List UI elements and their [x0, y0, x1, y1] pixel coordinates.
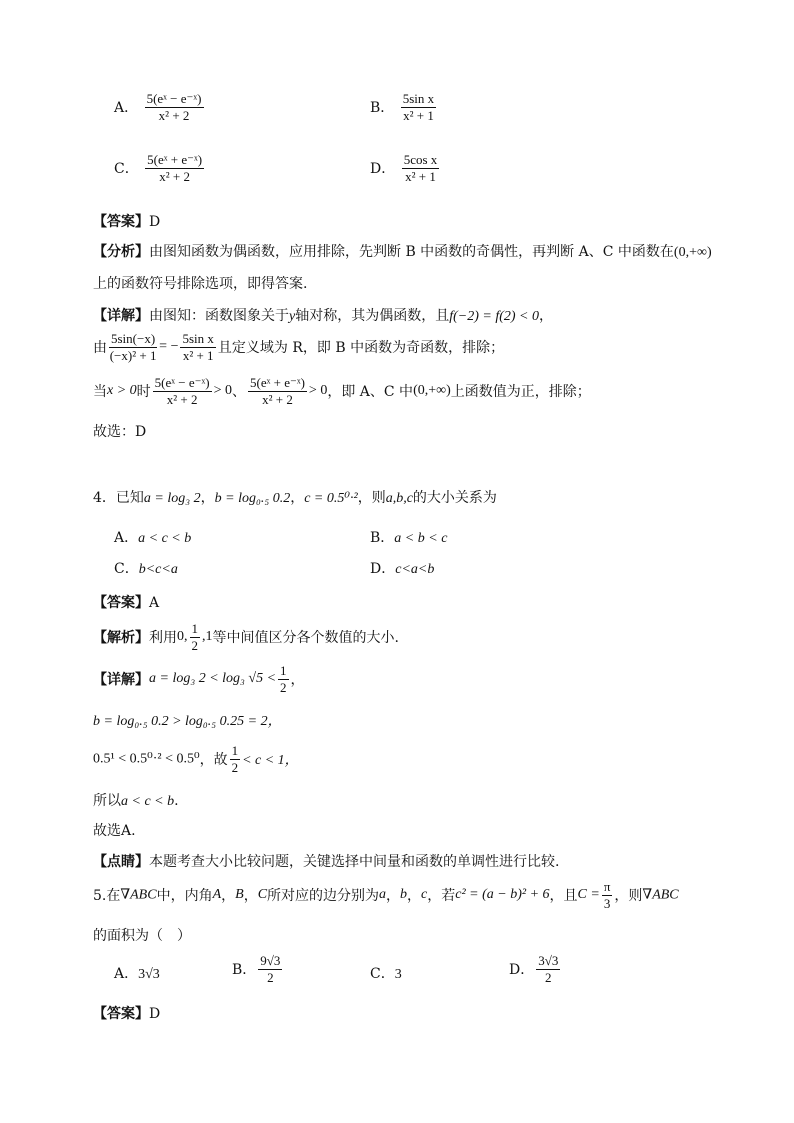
numerator: 5sin x: [182, 331, 214, 346]
punct: ，: [243, 888, 258, 905]
option-text: c<a<b: [395, 562, 435, 577]
q4-conclusion: [93, 820, 136, 840]
numerator: 5cos x: [403, 152, 438, 167]
option-label: A．: [114, 100, 139, 117]
question-number: 5.在: [93, 888, 121, 905]
numerator: 5(eˣ + e⁻ˣ): [250, 375, 305, 390]
option-label: B．: [232, 962, 257, 979]
fraction: [258, 954, 282, 984]
denominator: 3: [603, 895, 611, 911]
q5-stem-line-1: [93, 880, 679, 910]
fraction: [278, 664, 289, 694]
stem-text: 中，内角: [156, 888, 213, 905]
option-text: a < c < b: [138, 531, 192, 546]
math: b = log₀.₅ 0.2 > log₀.₅ 0.25 = 2，: [93, 714, 282, 729]
fraction: [401, 92, 436, 122]
detail-text: 、: [232, 384, 246, 401]
math: ∇ABC: [642, 887, 679, 903]
math: c: [421, 887, 428, 903]
q3-option-c: [114, 153, 206, 183]
comment-text: 本题考查大小比较问题，关键选择中间量和函数的单调性进行比较.: [149, 854, 560, 870]
q4-option-d: [370, 558, 434, 578]
detail-text: 时: [136, 384, 151, 401]
q4-answer: [93, 592, 159, 612]
answer-value: A: [149, 595, 160, 611]
math: ,1: [202, 629, 213, 645]
q4-option-c: [114, 558, 178, 578]
math: C =: [577, 887, 600, 903]
answer-tag: 【答案】: [93, 214, 149, 230]
detail-text: ，故: [199, 752, 228, 769]
math: B: [235, 887, 244, 903]
fraction: [402, 153, 440, 183]
numerator: 1: [280, 663, 287, 678]
q3-detail-line-1: [93, 305, 553, 325]
punct: ，: [221, 888, 236, 905]
math: a = log₃ 2: [143, 491, 201, 506]
math: A: [212, 887, 222, 903]
math: 0,: [177, 629, 188, 645]
fraction: [190, 622, 201, 652]
stem-text: ，且: [549, 888, 578, 905]
fraction: [153, 376, 212, 406]
fraction: [145, 153, 204, 183]
q4-comment: [93, 851, 559, 871]
denominator: (−x)² + 1: [109, 347, 157, 363]
denominator: x² + 1: [403, 107, 434, 123]
detail-tag: 【详解】: [93, 672, 149, 689]
denominator: 2: [280, 679, 287, 695]
question-number: 4．已知: [93, 490, 144, 506]
math: x > 0: [107, 383, 137, 399]
math: > 0: [308, 383, 328, 399]
answer-tag: 【答案】: [93, 595, 149, 611]
punct: ，: [290, 490, 305, 506]
option-label: D．: [370, 561, 396, 577]
q3-analysis-line-2: [93, 273, 307, 293]
fraction: [109, 332, 157, 362]
q3-detail-line-2: [93, 332, 504, 362]
detail-tag: 【详解】: [93, 308, 149, 324]
answer-value: D: [149, 1006, 161, 1022]
fraction: [248, 376, 307, 406]
interval: (0,+∞): [673, 245, 712, 260]
numerator: 5(eˣ + e⁻ˣ): [147, 152, 203, 167]
option-text: 3√3: [138, 967, 160, 982]
q3-conclusion: [93, 421, 146, 441]
q3-analysis-line-1: [93, 241, 712, 261]
q5-option-b: [232, 954, 284, 984]
fraction: [230, 744, 241, 774]
denominator: x² + 2: [159, 168, 190, 184]
numerator: 5(eˣ − e⁻ˣ): [154, 375, 210, 390]
answer-value: D: [149, 214, 161, 230]
numerator: π: [603, 879, 611, 894]
option-label: C．: [114, 561, 139, 577]
option-label: A．: [114, 966, 139, 982]
option-text: b<c<a: [138, 562, 178, 577]
numerator: 1: [231, 743, 239, 758]
detail-text: 所以: [93, 793, 121, 809]
numerator: 5(eˣ − e⁻ˣ): [146, 91, 202, 106]
math: y: [289, 309, 296, 324]
q5-option-c: [370, 963, 402, 983]
q5-answer: [93, 1003, 160, 1023]
analysis-tag: 【分析】: [93, 244, 149, 260]
numerator: 5sin x: [402, 91, 435, 106]
q3-option-b: [370, 92, 438, 122]
detail-text: 且定义域为 R，即 B 中函数为奇函数，排除；: [217, 340, 505, 357]
math: f(−2) = f(2) < 0: [449, 309, 539, 324]
option-label: C．: [370, 966, 395, 982]
math: a < c < b: [121, 794, 175, 809]
stem-text: 的大小关系为: [412, 490, 497, 506]
denominator: x² + 2: [166, 391, 198, 407]
fraction: [145, 92, 204, 122]
punct: ，: [407, 888, 422, 905]
q4-detail-line-2: [93, 710, 282, 730]
q5-option-d: [509, 954, 562, 984]
q4-stem: [93, 487, 497, 507]
analysis-text: 利用: [149, 630, 177, 647]
analysis-tag: 【解析】: [93, 630, 149, 647]
q3-option-d: [370, 153, 441, 183]
option-label: D．: [509, 962, 535, 979]
denominator: x² + 1: [182, 347, 214, 363]
option-label: B．: [370, 530, 395, 546]
math: a,b,c: [385, 491, 413, 506]
option-label: A．: [114, 530, 139, 546]
denominator: x² + 2: [262, 391, 293, 407]
q5-stem-line-2: [93, 925, 191, 945]
math: c² = (a − b)² + 6: [455, 887, 550, 903]
math: a = log₃ 2 < log₃ √5 <: [149, 671, 277, 687]
math: b = log₀.₅ 0.2: [214, 491, 291, 506]
analysis-text: 上的函数符号排除选项，即得答案.: [93, 276, 308, 292]
conclusion-text: 故选A.: [93, 823, 136, 839]
interval: (0,+∞): [413, 383, 451, 399]
q4-detail-line-4: [93, 790, 179, 810]
q3-answer: [93, 211, 160, 231]
detail-text: 上函数值为正，排除；: [450, 384, 591, 401]
math: ∇ABC: [120, 887, 157, 903]
fraction: [602, 880, 613, 910]
analysis-text: 由图知函数为偶函数，应用排除，先判断 B 中函数的奇偶性，再判断 A、C 中函数在: [149, 244, 674, 260]
denominator: 2: [545, 969, 552, 985]
analysis-text: 等中间值区分各个数值的大小.: [212, 630, 399, 647]
punct: ，: [386, 888, 401, 905]
q4-analysis: [93, 622, 399, 652]
q3-option-a: [114, 92, 206, 122]
detail-text: 当: [93, 384, 107, 401]
option-label: D．: [370, 161, 396, 178]
punct: .: [174, 793, 179, 809]
denominator: 2: [231, 759, 239, 775]
punct: ，: [290, 672, 305, 689]
math: 0.5¹ < 0.5⁰·² < 0.5⁰: [93, 751, 200, 767]
detail-text: 轴对称，其为偶函数，且: [295, 308, 450, 324]
numerator: 9√3: [260, 953, 281, 968]
numerator: 1: [191, 621, 198, 636]
math: = −: [159, 339, 179, 355]
answer-tag: 【答案】: [93, 1006, 149, 1022]
punct: ，: [200, 490, 215, 506]
stem-text: 的面积为（ ）: [93, 928, 191, 944]
denominator: x² + 1: [405, 168, 436, 184]
detail-text: 由: [93, 340, 107, 357]
math: C: [257, 887, 268, 903]
math: b: [400, 887, 408, 903]
q3-detail-line-3: [93, 376, 591, 406]
q4-detail-line-1: [93, 664, 305, 694]
q5-option-a: [114, 963, 160, 983]
stem-text: ，若: [427, 888, 456, 905]
math: c = 0.5⁰·²: [304, 491, 358, 506]
stem-text: 所对应的边分别为: [267, 888, 380, 905]
numerator: 5sin(−x): [111, 331, 156, 346]
option-label: C．: [114, 161, 139, 178]
fraction: [180, 332, 215, 362]
math: a: [379, 887, 387, 903]
denominator: 2: [267, 969, 274, 985]
option-text: a < b < c: [394, 531, 448, 546]
math: > 0: [213, 383, 232, 399]
option-label: B．: [370, 100, 395, 117]
math: < c < 1，: [242, 753, 299, 769]
option-text: 3: [394, 967, 402, 982]
q4-option-b: [370, 527, 447, 547]
q4-detail-line-3: [93, 744, 299, 774]
detail-text: ，: [539, 308, 553, 324]
fraction: [536, 954, 560, 984]
conclusion-text: 故选：D: [93, 424, 147, 440]
comment-tag: 【点睛】: [93, 854, 149, 870]
q4-option-a: [114, 527, 191, 547]
stem-text: ，则: [357, 490, 386, 506]
detail-text: 由图知：函数图象关于: [149, 308, 289, 324]
detail-text: ，即 A、C 中: [327, 384, 414, 401]
numerator: 3√3: [538, 953, 559, 968]
denominator: x² + 2: [158, 107, 190, 123]
denominator: 2: [191, 637, 198, 653]
stem-text: ，则: [614, 888, 643, 905]
